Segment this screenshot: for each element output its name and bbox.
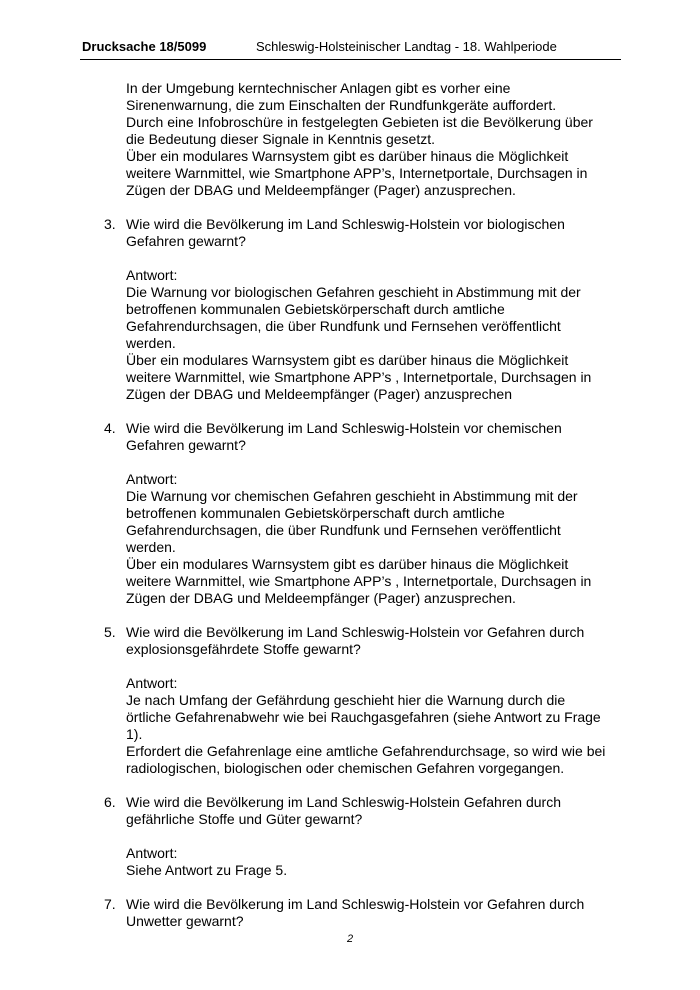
document-body xyxy=(104,80,624,930)
text-line: radiologischen, biologischen oder chemischen Gefahren vorgegangen. xyxy=(126,760,565,776)
text-line: weitere Warnmittel, wie Smartphone APP’s , Internetportale, Durchsagen in xyxy=(126,573,592,589)
text-line: Die Warnung vor chemischen Gefahren geschieht in Abstimmung mit der xyxy=(126,488,578,504)
text-line: Unwetter gewarnt? xyxy=(126,913,244,929)
text-line: die Bedeutung dieser Signale in Kenntnis gesetzt. xyxy=(126,131,435,147)
question-text xyxy=(126,794,624,828)
question-text xyxy=(126,216,624,250)
answer-5 xyxy=(126,675,624,777)
answer-3 xyxy=(126,267,624,403)
text-line: weitere Warnmittel, wie Smartphone APP’s, Internetportale, Durchsagen in xyxy=(126,165,588,181)
text-line: Zügen der DBAG und Meldeempfänger (Pager) anzusprechen. xyxy=(126,182,516,198)
text-line: Wie wird die Bevölkerung im Land Schleswig-Holstein vor chemischen xyxy=(126,420,562,436)
text-line: örtliche Gefahrenabwehr wie bei Rauchgasgefahren (siehe Antwort zu Frage xyxy=(126,709,601,725)
intro-paragraph xyxy=(126,80,624,199)
text-line: Zügen der DBAG und Meldeempfänger (Pager) anzusprechen. xyxy=(126,590,516,606)
question-number: 4. xyxy=(104,420,116,436)
text-line: Gefahrendurchsagen, die über Rundfunk und Fernsehen veröffentlicht xyxy=(126,318,561,334)
answer-4 xyxy=(126,471,624,607)
text-line: Wie wird die Bevölkerung im Land Schleswig-Holstein vor Gefahren durch xyxy=(126,896,585,912)
question-text xyxy=(126,420,624,454)
header-title: Schleswig-Holsteinischer Landtag - 18. Wahlperiode xyxy=(256,39,557,54)
answer-6 xyxy=(126,845,624,879)
text-line: Je nach Umfang der Gefährdung geschieht hier die Warnung durch die xyxy=(126,692,566,708)
question-text xyxy=(126,896,624,930)
text-line: In der Umgebung kerntechnischer Anlagen gibt es vorher eine xyxy=(126,80,511,96)
text-line: Über ein modulares Warnsystem gibt es darüber hinaus die Möglichkeit xyxy=(126,352,569,368)
question-6 xyxy=(104,794,624,828)
text-line: betroffenen kommunalen Gebietskörperschaft durch amtliche xyxy=(126,301,505,317)
question-4 xyxy=(104,420,624,454)
answer-label: Antwort: xyxy=(126,845,178,861)
text-line: Wie wird die Bevölkerung im Land Schleswig-Holstein vor Gefahren durch xyxy=(126,624,585,640)
question-text xyxy=(126,624,624,658)
page-number: 2 xyxy=(346,933,354,945)
question-7 xyxy=(104,896,624,930)
text-line: betroffenen kommunalen Gebietskörperschaft durch amtliche xyxy=(126,505,505,521)
text-line: Gefahren gewarnt? xyxy=(126,437,246,453)
text-line: Gefahrendurchsagen, die über Rundfunk und Fernsehen veröffentlicht xyxy=(126,522,561,538)
document-number: Drucksache 18/5099 xyxy=(82,39,207,54)
text-line: werden. xyxy=(126,335,176,351)
text-line: Sirenenwarnung, die zum Einschalten der Rundfunkgeräte auffordert. xyxy=(126,97,557,113)
question-3 xyxy=(104,216,624,250)
text-line: Durch eine Infobroschüre in festgelegten Gebieten ist die Bevölkerung über xyxy=(126,114,593,130)
question-number: 5. xyxy=(104,624,116,640)
text-line: Wie wird die Bevölkerung im Land Schleswig-Holstein Gefahren durch xyxy=(126,794,561,810)
answer-label: Antwort: xyxy=(126,267,178,283)
text-line: Die Warnung vor biologischen Gefahren geschieht in Abstimmung mit der xyxy=(126,284,581,300)
text-line: Über ein modulares Warnsystem gibt es darüber hinaus die Möglichkeit xyxy=(126,148,569,164)
header-divider xyxy=(80,59,621,60)
text-line: Wie wird die Bevölkerung im Land Schleswig-Holstein vor biologischen xyxy=(126,216,565,232)
question-5 xyxy=(104,624,624,658)
question-number: 3. xyxy=(104,216,116,232)
text-line: Gefahren gewarnt? xyxy=(126,233,246,249)
text-line: Siehe Antwort zu Frage 5. xyxy=(126,862,288,878)
text-line: Erfordert die Gefahrenlage eine amtliche Gefahrendurchsage, so wird wie bei xyxy=(126,743,606,759)
text-line: Zügen der DBAG und Meldeempfänger (Pager) anzusprechen xyxy=(126,386,512,402)
question-number: 6. xyxy=(104,794,116,810)
text-line: weitere Warnmittel, wie Smartphone APP’s , Internetportale, Durchsagen in xyxy=(126,369,592,385)
question-number: 7. xyxy=(104,896,116,912)
text-line: werden. xyxy=(126,539,176,555)
text-line: explosionsgefährdete Stoffe gewarnt? xyxy=(126,641,361,657)
answer-label: Antwort: xyxy=(126,675,178,691)
answer-label: Antwort: xyxy=(126,471,178,487)
text-line: 1). xyxy=(126,726,143,742)
text-line: gefährliche Stoffe und Güter gewarnt? xyxy=(126,811,363,827)
text-line: Über ein modulares Warnsystem gibt es darüber hinaus die Möglichkeit xyxy=(126,556,569,572)
